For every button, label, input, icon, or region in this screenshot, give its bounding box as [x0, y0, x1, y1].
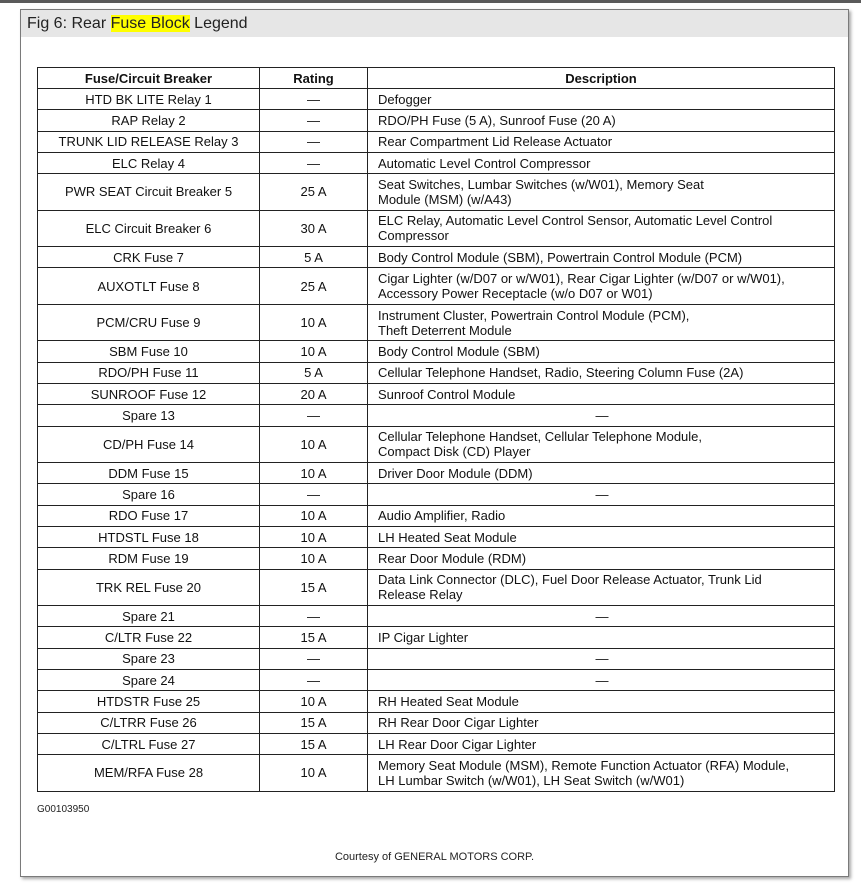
description-cell: [368, 569, 835, 606]
description-line: Sunroof Control Module: [378, 386, 516, 402]
table-row: [38, 527, 835, 548]
description-line: LH Heated Seat Module: [378, 529, 517, 545]
figure-title: [27, 15, 248, 33]
table-row: [38, 505, 835, 526]
rating-cell: —: [260, 648, 368, 669]
rating-cell: 10 A: [260, 341, 368, 362]
description-cell: [368, 110, 835, 131]
table-row: [38, 362, 835, 383]
table-row: [38, 341, 835, 362]
description-cell: [368, 733, 835, 754]
description-line: ELC Relay, Automatic Level Control Sensor, Automatic Level Control: [378, 213, 773, 229]
description-cell: [368, 627, 835, 648]
description-line: RH Heated Seat Module: [378, 693, 519, 709]
fuse-name-cell: ELC Circuit Breaker 6: [38, 210, 260, 247]
table-row: [38, 648, 835, 669]
description-line: LH Lumbar Switch (w/W01), LH Seat Switch (w/W01): [378, 772, 685, 788]
description-cell: [368, 606, 835, 627]
fuse-name-cell: Spare 13: [38, 405, 260, 426]
table-row: [38, 606, 835, 627]
table-row: [38, 733, 835, 754]
description-cell: [368, 505, 835, 526]
fuse-name-cell: DDM Fuse 15: [38, 463, 260, 484]
table-row: [38, 268, 835, 305]
table-row: [38, 691, 835, 712]
table-row: [38, 548, 835, 569]
fuse-name-cell: C/LTRL Fuse 27: [38, 733, 260, 754]
table-row: [38, 755, 835, 792]
description-cell: [368, 174, 835, 211]
table-row: [38, 670, 835, 691]
fuse-name-cell: HTDSTR Fuse 25: [38, 691, 260, 712]
description-cell: [368, 210, 835, 247]
rating-cell: —: [260, 131, 368, 152]
rating-cell: 10 A: [260, 463, 368, 484]
description-line: —: [595, 408, 609, 424]
description-line: Seat Switches, Lumbar Switches (w/W01), Memory Seat: [378, 176, 704, 192]
rating-cell: —: [260, 484, 368, 505]
table-row: [38, 463, 835, 484]
description-line: Driver Door Module (DDM): [378, 465, 533, 481]
description-line: Rear Compartment Lid Release Actuator: [378, 134, 613, 150]
description-line: Defogger: [378, 91, 432, 107]
description-cell: [368, 152, 835, 173]
table-row: [38, 627, 835, 648]
figure-title-bar: [21, 10, 848, 37]
description-line: Cellular Telephone Handset, Cellular Telephone Module,: [378, 429, 703, 445]
fuse-name-cell: Spare 24: [38, 670, 260, 691]
table-row: [38, 426, 835, 463]
description-line: —: [595, 487, 609, 503]
description-cell: [368, 341, 835, 362]
rating-cell: 15 A: [260, 569, 368, 606]
fuse-name-cell: AUXOTLT Fuse 8: [38, 268, 260, 305]
fuse-name-cell: SBM Fuse 10: [38, 341, 260, 362]
rating-cell: 10 A: [260, 548, 368, 569]
rating-cell: —: [260, 89, 368, 110]
title-prefix: Fig 6: Rear: [27, 15, 111, 32]
description-line: Compressor: [378, 228, 449, 244]
rating-cell: 15 A: [260, 627, 368, 648]
top-border: [0, 0, 861, 3]
table-row: [38, 247, 835, 268]
table-row: [38, 152, 835, 173]
table-body: [38, 89, 835, 792]
description-cell: [368, 426, 835, 463]
fuse-name-cell: Spare 21: [38, 606, 260, 627]
description-cell: [368, 247, 835, 268]
fuse-name-cell: TRUNK LID RELEASE Relay 3: [38, 131, 260, 152]
table-row: [38, 174, 835, 211]
description-cell: [368, 463, 835, 484]
table-row: [38, 89, 835, 110]
fuse-name-cell: MEM/RFA Fuse 28: [38, 755, 260, 792]
rating-cell: 25 A: [260, 268, 368, 305]
description-line: Module (MSM) (w/A43): [378, 191, 512, 207]
rating-cell: —: [260, 606, 368, 627]
fuse-name-cell: PCM/CRU Fuse 9: [38, 304, 260, 341]
fuse-name-cell: CD/PH Fuse 14: [38, 426, 260, 463]
table-row: [38, 384, 835, 405]
fuse-name-cell: ELC Relay 4: [38, 152, 260, 173]
rating-cell: 10 A: [260, 527, 368, 548]
description-line: Compact Disk (CD) Player: [378, 444, 531, 460]
description-line: Accessory Power Receptacle (w/o D07 or W01): [378, 286, 653, 302]
rating-cell: 15 A: [260, 733, 368, 754]
description-cell: [368, 384, 835, 405]
description-line: Cigar Lighter (w/D07 or w/W01), Rear Cigar Lighter (w/D07 or w/W01),: [378, 271, 785, 287]
table-row: [38, 484, 835, 505]
description-cell: [368, 527, 835, 548]
description-cell: [368, 268, 835, 305]
description-line: Body Control Module (SBM): [378, 344, 540, 360]
description-line: —: [595, 608, 609, 624]
fuse-name-cell: HTD BK LITE Relay 1: [38, 89, 260, 110]
description-line: RH Rear Door Cigar Lighter: [378, 715, 539, 731]
fuse-name-cell: RDO/PH Fuse 11: [38, 362, 260, 383]
rating-cell: 10 A: [260, 426, 368, 463]
table-row: [38, 569, 835, 606]
rating-cell: —: [260, 110, 368, 131]
description-line: Release Relay: [378, 587, 463, 603]
fuse-name-cell: C/LTR Fuse 22: [38, 627, 260, 648]
rating-cell: 30 A: [260, 210, 368, 247]
description-line: Body Control Module (SBM), Powertrain Control Module (PCM): [378, 249, 743, 265]
description-cell: [368, 755, 835, 792]
description-cell: [368, 131, 835, 152]
table-row: [38, 110, 835, 131]
title-highlight: Fuse Block: [110, 15, 190, 32]
fuse-name-cell: SUNROOF Fuse 12: [38, 384, 260, 405]
description-cell: [368, 691, 835, 712]
fuse-name-cell: C/LTRR Fuse 26: [38, 712, 260, 733]
table-row: [38, 304, 835, 341]
table-row: [38, 405, 835, 426]
description-line: —: [595, 651, 609, 667]
rating-cell: 25 A: [260, 174, 368, 211]
rating-cell: —: [260, 405, 368, 426]
rating-cell: 5 A: [260, 362, 368, 383]
courtesy-credit: Courtesy of GENERAL MOTORS CORP.: [334, 851, 535, 863]
rating-cell: —: [260, 152, 368, 173]
description-line: Audio Amplifier, Radio: [378, 508, 506, 524]
description-cell: [368, 362, 835, 383]
description-cell: [368, 405, 835, 426]
fuse-name-cell: RAP Relay 2: [38, 110, 260, 131]
figure-code: G00103950: [37, 804, 90, 815]
description-line: IP Cigar Lighter: [378, 630, 469, 646]
description-line: —: [595, 672, 609, 688]
fuse-name-cell: PWR SEAT Circuit Breaker 5: [38, 174, 260, 211]
description-line: Rear Door Module (RDM): [378, 551, 527, 566]
description-cell: [368, 89, 835, 110]
table-header-row: [38, 68, 835, 89]
rating-cell: 10 A: [260, 691, 368, 712]
header-description: Description: [368, 68, 835, 89]
rating-cell: 10 A: [260, 505, 368, 526]
description-line: Instrument Cluster, Powertrain Control Module (PCM),: [378, 307, 690, 323]
rating-cell: 5 A: [260, 247, 368, 268]
fuse-name-cell: TRK REL Fuse 20: [38, 569, 260, 606]
fuse-name-cell: Spare 23: [38, 648, 260, 669]
rating-cell: 10 A: [260, 304, 368, 341]
rating-cell: 10 A: [260, 755, 368, 792]
table-row: [38, 131, 835, 152]
fuse-name-cell: Spare 16: [38, 484, 260, 505]
description-cell: [368, 670, 835, 691]
description-line: Memory Seat Module (MSM), Remote Function Actuator (RFA) Module,: [378, 757, 790, 773]
description-cell: [368, 548, 835, 569]
rating-cell: 20 A: [260, 384, 368, 405]
description-line: RDO/PH Fuse (5 A), Sunroof Fuse (20 A): [378, 112, 616, 128]
description-line: Automatic Level Control Compressor: [378, 155, 591, 171]
description-line: Data Link Connector (DLC), Fuel Door Release Actuator, Trunk Lid: [378, 572, 762, 588]
rating-cell: —: [260, 670, 368, 691]
fuse-name-cell: HTDSTL Fuse 18: [38, 527, 260, 548]
description-line: LH Rear Door Cigar Lighter: [378, 736, 537, 752]
table-row: [38, 712, 835, 733]
rating-cell: 15 A: [260, 712, 368, 733]
fuse-name-cell: RDO Fuse 17: [38, 505, 260, 526]
header-rating: Rating: [260, 68, 368, 89]
description-line: Cellular Telephone Handset, Radio, Steering Column Fuse (2A): [378, 365, 744, 381]
description-cell: [368, 484, 835, 505]
description-cell: [368, 712, 835, 733]
description-cell: [368, 648, 835, 669]
description-line: Theft Deterrent Module: [378, 322, 512, 338]
figure-frame: [20, 9, 849, 877]
header-fuse-circuit-breaker: Fuse/Circuit Breaker: [38, 68, 260, 89]
fuse-name-cell: RDM Fuse 19: [38, 548, 260, 569]
fuse-legend-table: [37, 67, 835, 792]
fuse-name-cell: CRK Fuse 7: [38, 247, 260, 268]
description-cell: [368, 304, 835, 341]
title-suffix: Legend: [189, 15, 248, 32]
table-row: [38, 210, 835, 247]
